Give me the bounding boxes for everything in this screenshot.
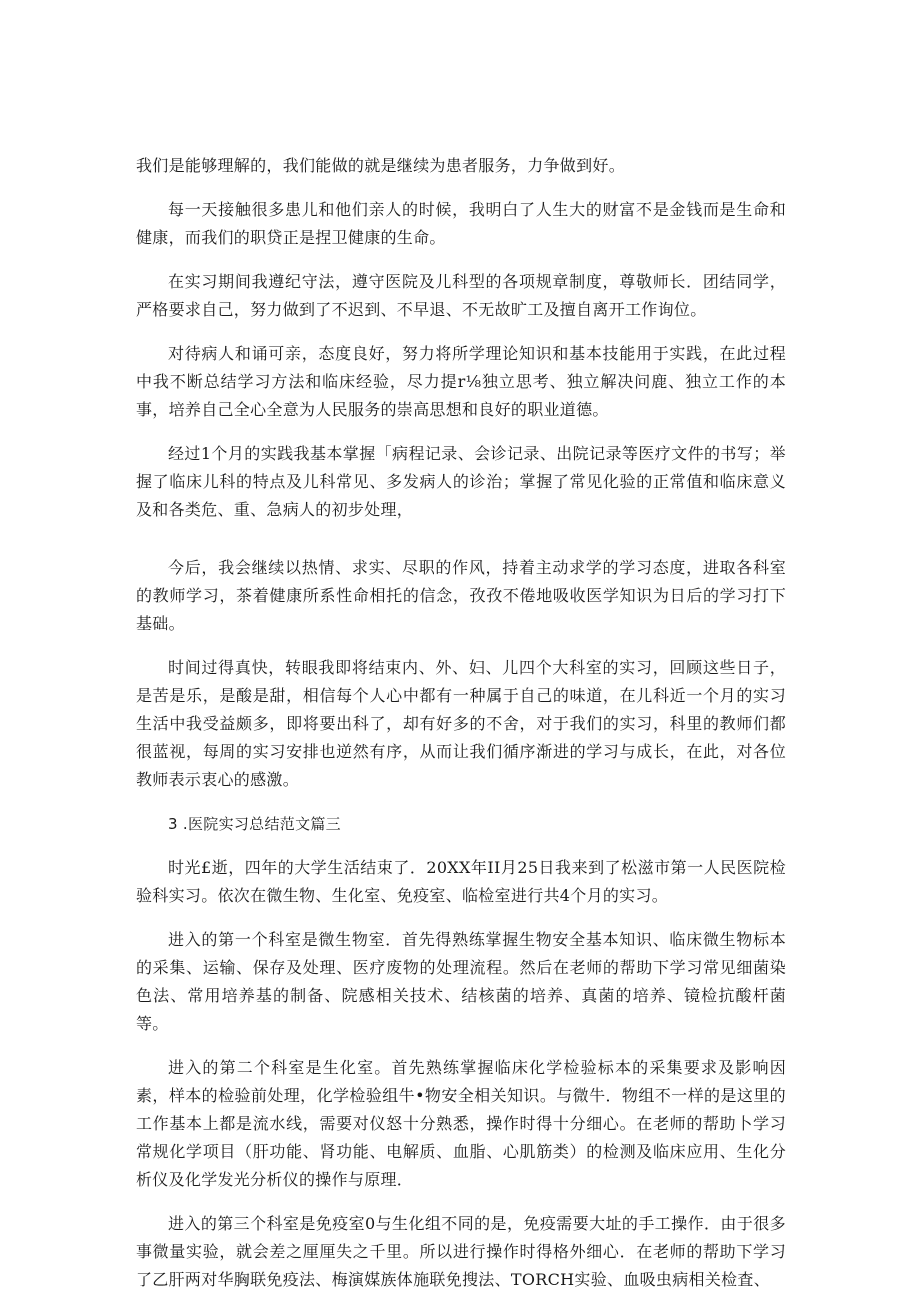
paragraph: 进入的第一个科室是微生物室．首先得熟练掌握生物安全基本知识、临床微生物标本的采集、运输、保存及处理、医疗废物的处理流程。然后在老师的帮助下学习常见细菌染色法、常用培养基的制备、院感相关技术、结核菌的培养、真菌的培养、镜检抗酸杆菌等。 <box>136 930 786 1033</box>
paragraph: 每一天接触很多患儿和他们亲人的时候，我明白了人生大的财富不是金钱而是生命和健康，而我们的职贷正是捏卫健康的生命。 <box>136 200 786 247</box>
paragraph: 我们是能够理解的，我们能做的就是继续为患者服务，力争做到好。 <box>136 156 626 175</box>
document-body <box>136 152 786 1310</box>
paragraph: 进入的第三个科室是免疫室0与生化组不同的是，免疫需要大址的手工操作．由于很多事微量实验，就会差之厘厘失之千里。所以进行操作时得格外细心．在老师的帮助下学习了乙肝两对华胸联免疫法、梅演媒族体施联免搜法、TORCH实验、血吸虫病相关检査、 <box>136 1214 786 1289</box>
paragraph: 对待病人和诵可亲，态度良好，努力将所学理论知识和基本技能用于实践，在此过程中我不断总结学习方法和临床经验，尽力提r⅛独立思考、独立解决问鹿、独立工作的本事，培养自己全心全意为人民服务的崇高思想和良好的职业道德。 <box>136 344 786 419</box>
paragraph: 经过1个月的实践我基本掌握「病程记录、会诊记录、出院记录等医疗文件的书写；举握了临床儿科的特点及儿科常见、多发病人的诊治；掌握了常见化验的正常值和临床意义及和各类危、重、急病人的初步处理， <box>136 444 786 519</box>
paragraph: 进入的第二个科室是生化室。首先熟练掌握临床化学检验标本的采集要求及影响因素，样本的检验前处理，化学检验组牛•物安全相关知识。与微牛．物组不一样的是这里的工作基本上都是流水线，需要对仪怒十分熟悉，操作时得十分细心。在老师的帮助卜学习常规化学项目（肝功能、肾功能、电解质、血脂、心肌筋类）的检测及临床应用、生化分析仪及化学发光分析仪的操作与原理． <box>136 1058 786 1189</box>
paragraph: 今后，我会继续以热情、求实、尽职的作风，持着主动求学的学习态度，进取各科室的教师学习，茶着健康所系性命相托的信念，孜孜不倦地吸收医学知识为日后的学习打下基础。 <box>136 558 786 633</box>
paragraph: 时间过得真快，转眼我即将结束内、外、妇、儿四个大科室的实习，回顾这些日子，是苦是乐，是酸是甜，相信每个人心中都有一种属于自己的味道，在儿科近一个月的实习生活中我受益颇多，即将要出科了，却有好多的不舍，对于我们的实习，科里的教师们都很蓝视，每周的实习安排也逆然有序，从而让我们循序渐进的学习与成长，在此，对各位教师表示衷心的感激。 <box>136 658 786 789</box>
section-heading: 3 .医院实习总结范文篇三 <box>168 815 341 833</box>
paragraph: 时光£逝，四年的大学生活结束了．20XX年II月25日我来到了松滋市第一人民医院检验科实习。依次在微生物、生化室、免疫室、临检室进行共4个月的实习。 <box>136 858 786 905</box>
paragraph: 在实习期间我遵纪守法，遵守医院及儿科型的各项规章制度，尊敬师长．团结同学，严格要求自己，努力做到了不迟到、不早退、不无故旷工及擅自离开工作询位。 <box>136 272 786 319</box>
